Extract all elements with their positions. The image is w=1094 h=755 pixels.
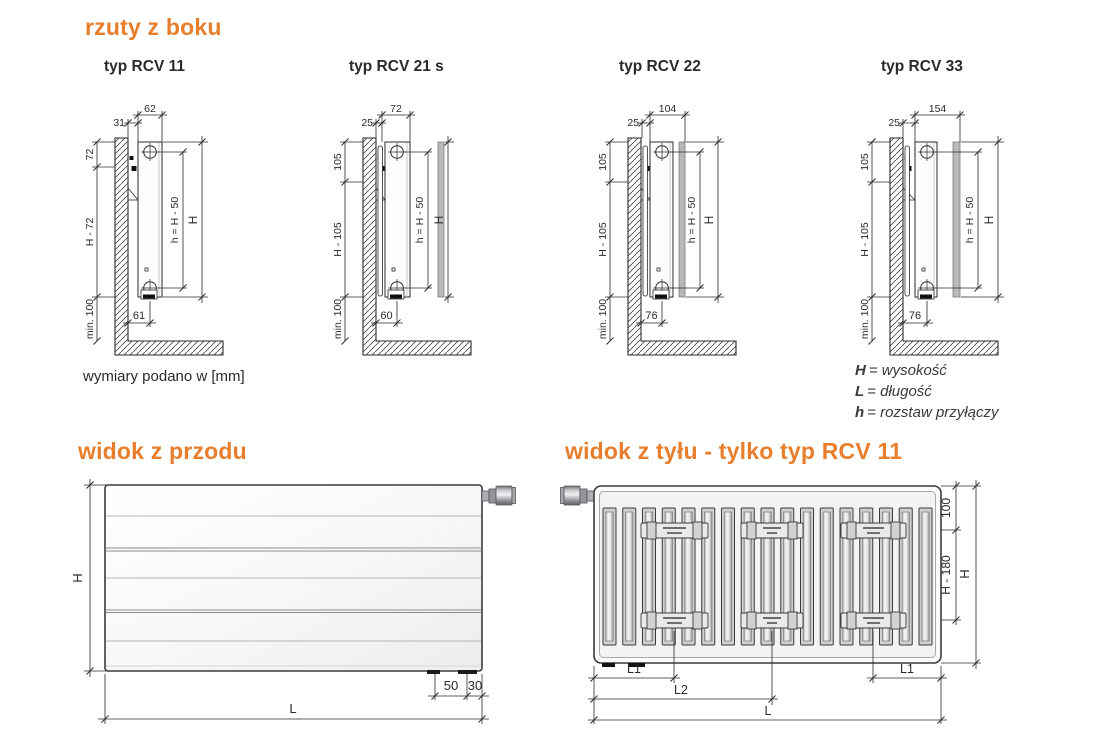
title-rcv-22: typ RCV 22 bbox=[619, 58, 701, 75]
svg-text:H: H bbox=[186, 215, 200, 225]
mounting-bracket bbox=[841, 612, 906, 629]
mounting-bracket bbox=[741, 612, 803, 629]
svg-text:H: H bbox=[957, 569, 972, 579]
rear-view-drawing bbox=[548, 478, 1094, 755]
svg-text:154: 154 bbox=[928, 103, 947, 115]
legend-symbol-H: H bbox=[855, 362, 866, 379]
svg-text:L: L bbox=[764, 704, 772, 718]
radiator-panel bbox=[915, 142, 937, 297]
svg-text:H: H bbox=[432, 215, 446, 225]
mounting-bracket bbox=[841, 522, 906, 539]
svg-text:H - 180: H - 180 bbox=[939, 555, 953, 595]
front-section-heading: widok z przodu bbox=[78, 438, 247, 464]
radiator-panel bbox=[650, 142, 673, 297]
legend-item-conn bbox=[855, 402, 998, 423]
svg-text:61: 61 bbox=[132, 310, 146, 322]
svg-text:105: 105 bbox=[598, 153, 609, 171]
svg-text:H - 105: H - 105 bbox=[598, 222, 609, 257]
svg-text:25: 25 bbox=[627, 117, 639, 129]
side-view-rcv-22 bbox=[598, 100, 768, 370]
side-view-rcv-21s bbox=[333, 100, 503, 370]
legend-text-H: = wysokość bbox=[868, 362, 947, 379]
title-rcv-11: typ RCV 11 bbox=[104, 58, 185, 75]
svg-text:76: 76 bbox=[908, 310, 922, 322]
svg-text:h = H - 50: h = H - 50 bbox=[414, 196, 426, 244]
svg-text:25: 25 bbox=[361, 117, 373, 129]
legend-symbol-L: L bbox=[855, 383, 865, 400]
svg-text:L1: L1 bbox=[627, 662, 641, 676]
svg-text:31: 31 bbox=[113, 117, 125, 129]
radiator-foot bbox=[427, 670, 440, 674]
svg-text:100: 100 bbox=[939, 497, 953, 519]
svg-text:104: 104 bbox=[658, 103, 677, 115]
svg-text:min. 100: min. 100 bbox=[598, 298, 609, 340]
svg-text:H - 105: H - 105 bbox=[333, 222, 344, 257]
front-view-drawing bbox=[60, 478, 540, 755]
svg-text:h = H - 50: h = H - 50 bbox=[169, 196, 181, 244]
front-view-diagram bbox=[60, 478, 540, 750]
svg-text:h = H - 50: h = H - 50 bbox=[964, 196, 976, 244]
legend-text-h: = rozstaw przyłączy bbox=[867, 404, 999, 421]
legend bbox=[855, 360, 998, 423]
convector-sheet bbox=[378, 146, 383, 296]
title-rcv-33: typ RCV 33 bbox=[881, 58, 963, 75]
svg-text:min. 100: min. 100 bbox=[85, 298, 96, 340]
convector-sheet bbox=[905, 146, 910, 296]
svg-text:60: 60 bbox=[380, 310, 393, 322]
svg-text:30: 30 bbox=[467, 678, 483, 693]
svg-text:min. 100: min. 100 bbox=[860, 298, 871, 340]
legend-text-L: = długość bbox=[867, 383, 932, 400]
svg-text:25: 25 bbox=[888, 117, 900, 129]
svg-text:H - 72: H - 72 bbox=[85, 217, 96, 247]
svg-text:72: 72 bbox=[85, 148, 96, 161]
svg-text:H: H bbox=[982, 215, 996, 225]
svg-text:h = H - 50: h = H - 50 bbox=[686, 196, 698, 244]
wall-cross-section bbox=[115, 138, 223, 355]
side-view-diagram bbox=[333, 100, 503, 365]
mounting-bracket bbox=[641, 612, 708, 629]
units-note: wymiary podano w [mm] bbox=[83, 368, 245, 385]
svg-text:105: 105 bbox=[333, 153, 344, 171]
rear-view-diagram bbox=[548, 478, 1094, 750]
front-panel-strip bbox=[679, 142, 685, 297]
svg-text:H - 105: H - 105 bbox=[860, 222, 871, 257]
mounting-bracket bbox=[641, 522, 708, 539]
side-view-diagram bbox=[860, 100, 1030, 365]
svg-text:L1: L1 bbox=[900, 662, 914, 676]
svg-text:H: H bbox=[702, 215, 716, 225]
title-rcv-21s: typ RCV 21 s bbox=[349, 58, 444, 75]
svg-text:50: 50 bbox=[443, 678, 459, 693]
svg-text:L: L bbox=[289, 701, 297, 716]
thermostatic-valve bbox=[561, 486, 595, 505]
legend-item-length bbox=[855, 381, 998, 402]
radiator-panel bbox=[138, 142, 162, 297]
svg-text:H: H bbox=[70, 573, 85, 583]
radiator-foot bbox=[602, 663, 615, 667]
svg-text:72: 72 bbox=[390, 103, 402, 115]
legend-item-height bbox=[855, 360, 998, 381]
legend-symbol-h: h bbox=[855, 404, 865, 421]
convector-sheet bbox=[643, 146, 648, 296]
front-panel-strip bbox=[953, 142, 960, 297]
side-view-rcv-11 bbox=[85, 100, 255, 370]
rear-section-heading: widok z tyłu - tylko typ RCV 11 bbox=[565, 438, 903, 464]
side-view-diagram bbox=[85, 100, 255, 365]
side-view-rcv-33 bbox=[860, 100, 1030, 370]
svg-text:105: 105 bbox=[860, 153, 871, 171]
svg-text:76: 76 bbox=[645, 310, 658, 322]
radiator-panel bbox=[385, 142, 410, 297]
radiator-foot bbox=[458, 670, 477, 674]
svg-text:min. 100: min. 100 bbox=[333, 298, 344, 340]
side-view-diagram bbox=[598, 100, 768, 365]
thermostatic-valve bbox=[482, 486, 516, 505]
svg-text:L2: L2 bbox=[674, 683, 688, 697]
svg-text:62: 62 bbox=[144, 103, 156, 115]
side-section-heading: rzuty z boku bbox=[85, 14, 222, 40]
mounting-bracket bbox=[741, 522, 803, 539]
